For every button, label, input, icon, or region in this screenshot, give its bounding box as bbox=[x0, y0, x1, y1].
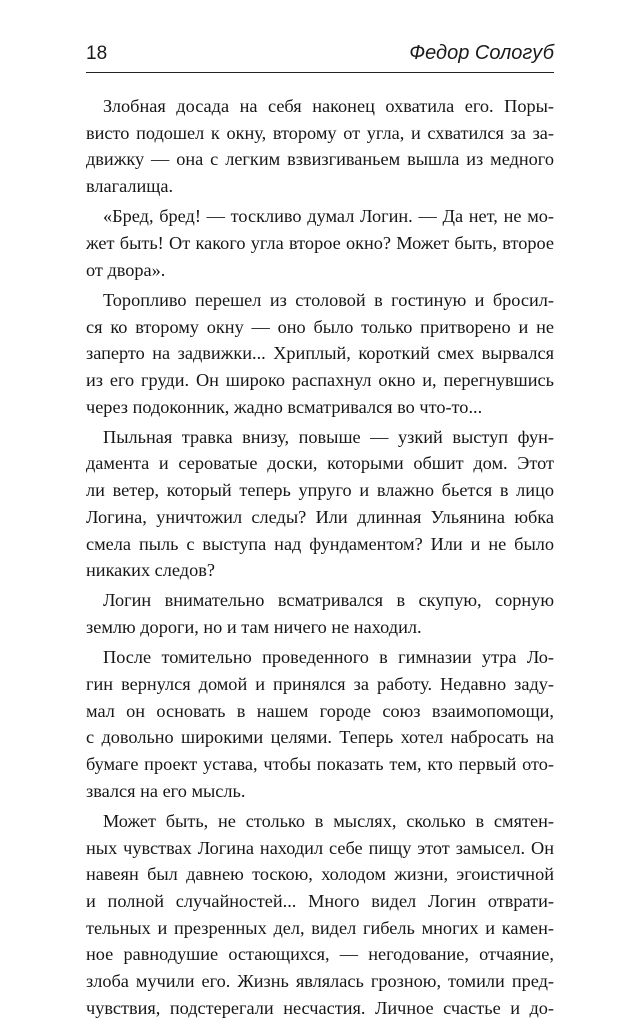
text-line: жет быть! От какого угла второе окно? Может быть, второе bbox=[86, 232, 554, 253]
text-line: с довольно широкими целями. Теперь хотел набросать на bbox=[86, 727, 554, 748]
paragraph bbox=[86, 644, 554, 804]
paragraph bbox=[86, 424, 554, 584]
text-line: висто подошел к окну, второму от угла, и схватился за за- bbox=[86, 122, 554, 143]
text-line: ли ветер, который теперь упруго и влажно бьется в лицо bbox=[86, 480, 554, 501]
paragraph bbox=[86, 587, 554, 640]
text-line: никаких следов? bbox=[86, 560, 215, 581]
text-line: Пыльная травка внизу, повыше — узкий выступ фун- bbox=[103, 426, 554, 447]
paragraph bbox=[86, 808, 554, 1021]
running-head bbox=[86, 34, 554, 74]
text-line: Злобная досада на себя наконец охватила его. Поры- bbox=[103, 96, 554, 116]
page-number: 18 bbox=[86, 43, 108, 64]
text-line: Логин внимательно всматривался в скупую, сорную bbox=[103, 590, 554, 611]
text-line: тельных и презренных дел, видел гибель многих и камен- bbox=[86, 917, 554, 938]
paragraph bbox=[86, 203, 554, 283]
text-line: заперто на задвижки... Хриплый, короткий смех вырвался bbox=[86, 343, 554, 364]
text-line: ся ко второму окну — оно было только притворено и не bbox=[86, 316, 554, 337]
text-line: «Бред, бред! — тоскливо думал Логин. — Да нет, не мо- bbox=[103, 206, 554, 227]
text-line: бумаге проект устава, чтобы показать тем, кто первый ото- bbox=[86, 754, 554, 774]
body-text bbox=[86, 93, 554, 1021]
header-rule bbox=[86, 72, 554, 73]
text-line: злоба мучили его. Жизнь являлась грозною, томили пред- bbox=[86, 971, 554, 991]
text-line: через подоконник, жадно всматривался во что-то... bbox=[86, 396, 483, 417]
text-line: дамента и сероватые доски, которыми обшит дом. Этот bbox=[86, 453, 554, 474]
paragraph bbox=[86, 287, 554, 420]
text-line: звался на его мысль. bbox=[86, 780, 246, 801]
text-line: Логина, уничтожил следы? Или длинная Ульянина юбка bbox=[86, 506, 554, 527]
text-line: ное равнодушие остающихся, — негодование, отчаяние, bbox=[86, 944, 554, 965]
text-line: мал он основать в нашем городе союз взаимопомощи, bbox=[86, 700, 554, 721]
running-title: Федор Сологуб bbox=[409, 42, 554, 64]
text-line: из его груди. Он широко распахнул окно и, перегнувшись bbox=[86, 369, 554, 390]
text-line: ных чувствах Логина находил себе пищу этот замысел. Он bbox=[86, 837, 554, 858]
text-line: После томительно проведенного в гимназии утра Ло- bbox=[103, 647, 554, 668]
text-line: гин вернулся домой и принялся за работу. Недавно заду- bbox=[86, 673, 554, 694]
text-line: движку — она с легким взвизгиваньем вышла из медного bbox=[86, 149, 554, 170]
text-line: смела пыль с выступа над фундаментом? Или и не было bbox=[86, 533, 554, 554]
paragraph bbox=[86, 93, 554, 200]
text-line: чувствия, подстерегали несчастия. Личное счастье и до- bbox=[86, 997, 554, 1018]
text-line: Торопливо перешел из столовой в гостиную и бросил- bbox=[103, 289, 554, 310]
text-line: и полной случайностей... Много видел Логин отврати- bbox=[86, 890, 554, 911]
text-line: Может быть, не столько в мыслях, сколько в смятен- bbox=[103, 810, 554, 831]
text-line: от двора». bbox=[86, 259, 166, 280]
text-line: влагалища. bbox=[86, 176, 174, 197]
text-line: навеян был давнею тоскою, холодом жизни, эгоистичной bbox=[86, 864, 554, 885]
text-line: землю дороги, но и там ничего не находил. bbox=[86, 617, 422, 638]
